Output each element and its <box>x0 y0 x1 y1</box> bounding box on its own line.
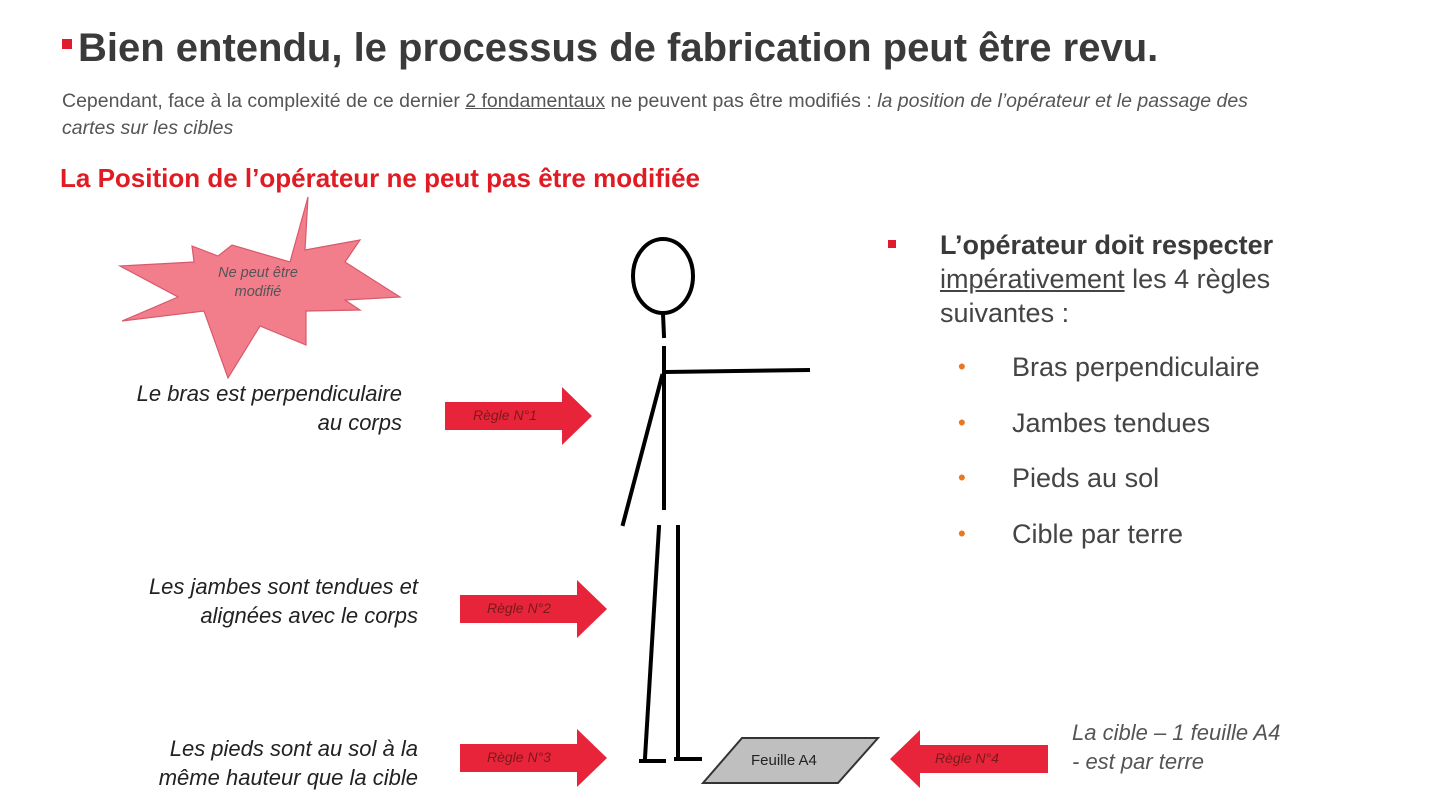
list-item-label: Bras perpendiculaire <box>1012 352 1260 382</box>
list-item-label: Jambes tendues <box>1012 407 1211 438</box>
list-item <box>888 408 1368 464</box>
rule-1-arrow-label: Règle N°1 <box>473 407 537 423</box>
bullet-dot-icon: • <box>958 409 966 435</box>
stick-figure <box>623 239 808 761</box>
bullet-dot-icon: • <box>958 520 966 546</box>
left-leg-line <box>645 527 659 758</box>
starburst-label <box>188 264 328 302</box>
target-caption <box>1072 718 1280 776</box>
section-heading: La Position de l’opérateur ne peut pas être modifiée <box>60 163 701 193</box>
rule-1-text <box>40 379 402 437</box>
back-arm-line <box>623 376 662 524</box>
rules-intro <box>888 228 1368 330</box>
subtitle <box>62 88 1302 142</box>
square-bullet-icon <box>888 240 896 248</box>
bullet-dot-icon: • <box>958 354 966 379</box>
rule-2-line2: alignées avec le corps <box>200 603 418 628</box>
bullet-dot-icon: • <box>958 465 966 490</box>
rule-4-arrow-label: Règle N°4 <box>935 750 999 766</box>
rules-intro-bold: L’opérateur doit respecter <box>940 230 1274 260</box>
sheet-a4-label: Feuille A4 <box>751 752 817 769</box>
rule-3-text <box>40 734 418 792</box>
rule-1-line1: Le bras est perpendiculaire <box>136 381 402 406</box>
rules-list <box>888 352 1368 574</box>
arm-line <box>666 370 808 372</box>
starburst-label-line1: Ne peut être <box>218 265 298 281</box>
rule-3-line2: même hauteur que la cible <box>158 765 418 790</box>
subtitle-underlined: 2 fondamentaux <box>465 90 606 112</box>
list-item <box>888 519 1368 575</box>
title-bullet-icon <box>62 39 72 49</box>
rules-intro-underlined: impérativement <box>940 264 1125 294</box>
rules-panel <box>888 228 1368 574</box>
subtitle-part2: ne peuvent pas être modifiés : <box>605 90 878 112</box>
list-item <box>888 352 1368 408</box>
head-shape <box>633 239 693 313</box>
target-caption-line1: La cible – 1 feuille A4 <box>1072 720 1281 745</box>
rule-3-line1: Les pieds sont au sol à la <box>169 736 418 761</box>
target-caption-line2: - est par terre <box>1072 749 1205 774</box>
rules-intro-rest: les 4 règles suivantes : <box>940 264 1271 328</box>
subtitle-part1: Cependant, face à la complexité de ce dernier <box>62 90 466 112</box>
slide-title <box>62 26 1158 71</box>
rule-2-arrow-label: Règle N°2 <box>487 600 551 616</box>
rule-2-text <box>40 572 418 630</box>
starburst-label-line2: modifié <box>234 284 282 300</box>
rule-2-line1: Les jambes sont tendues et <box>148 574 418 599</box>
list-item <box>888 463 1368 519</box>
rule-3-arrow-label: Règle N°3 <box>487 749 551 765</box>
rule-1-line2: au corps <box>317 410 402 435</box>
slide-title-text: Bien entendu, le processus de fabrication peut être revu. <box>78 26 1159 70</box>
list-item-label: Pieds au sol <box>1012 463 1160 493</box>
subtitle-italic: la position de l’opérateur et le passage des cartes sur les cibles <box>62 90 1248 139</box>
list-item-label: Cible par terre <box>1012 518 1184 549</box>
